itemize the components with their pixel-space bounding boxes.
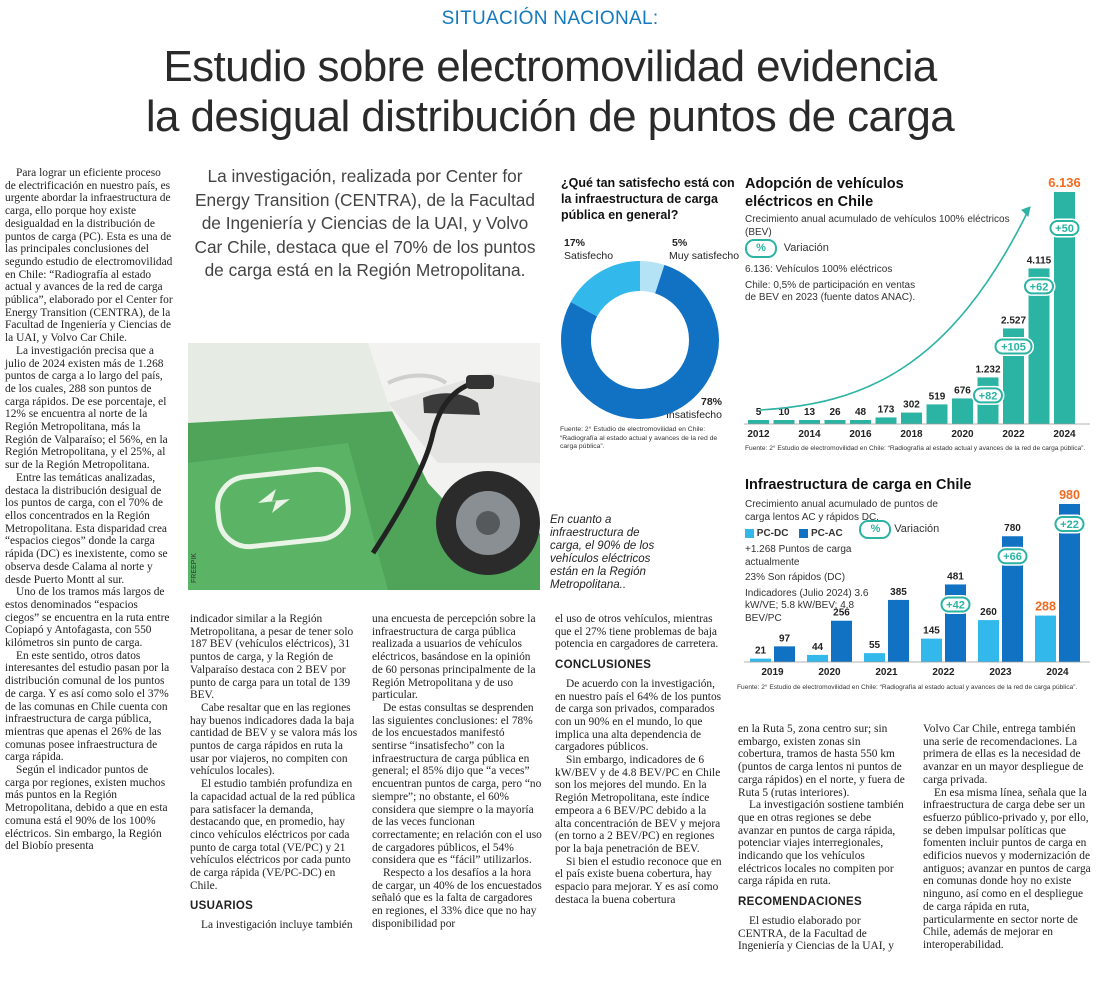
infra-note: +1.268 Puntos de carga actualmente — [745, 544, 852, 568]
infra-value-label: 97 — [778, 633, 791, 645]
infra-x-tick: 2022 — [932, 667, 955, 678]
legend-label-pc-ac: PC-AC — [811, 528, 843, 540]
bev-chart-title: Adopción de vehículos eléctricos en Chile — [745, 176, 904, 210]
infra-x-tick: 2024 — [1046, 667, 1069, 678]
headline-line-2: la desigual distribución de puntos de carga — [145, 92, 955, 141]
donut-category-insatisfecho: Insatisfecho — [665, 409, 722, 421]
donut-slice-satisfecho — [584, 276, 640, 309]
infra-note: 23% Son rápidos (DC) — [745, 572, 846, 583]
infra-value-label: 55 — [868, 640, 881, 652]
infra-value-label: 481 — [947, 571, 964, 583]
bev-chart-subtitle: Crecimiento anual acumulado de vehículos 100% eléctricos (BEV) — [745, 214, 1010, 238]
headline — [0, 42, 1100, 142]
paragraph: La investigación sostiene también que en otras regiones se debe avanzar en puntos de carga rápida, potenciar viajes interregionales, indicando que los vehículos eléctricos locales no compiten por carga rápida en ruta. — [738, 799, 904, 888]
donut-category-satisfecho: Satisfecho — [564, 250, 614, 262]
legend-label-variacion: Variación — [894, 523, 940, 536]
body-column-6 — [923, 723, 1093, 952]
bev-bar-2015 — [825, 420, 846, 424]
bev-x-tick: 2012 — [747, 429, 770, 440]
bev-value-label: 2.527 — [1000, 315, 1027, 327]
bev-bar-2013 — [774, 420, 795, 424]
bev-value-label: 302 — [903, 399, 920, 411]
bev-bar-2014 — [799, 420, 820, 424]
paragraph: el uso de otros vehículos, mientras que el 27% tiene problemas de baja potencia en cargadores de carretera. — [555, 613, 719, 651]
bev-x-tick: 2024 — [1053, 429, 1076, 440]
body-column-3 — [372, 613, 542, 931]
bev-x-tick: 2020 — [951, 429, 974, 440]
headline-line-1: Estudio sobre electromovilidad evidencia — [163, 42, 937, 91]
infra-note: Indicadores (Julio 2024) 3.6 kW/VE; 5.8 kW/BEV; 4.8 BEV/PC — [745, 587, 869, 624]
ev-charging-illustration — [188, 343, 540, 590]
donut-value-muy-satisfecho: 5% — [672, 237, 688, 249]
legend-label-variacion: Variación — [783, 242, 829, 255]
infra-bar-pc-dc-2024 — [1035, 616, 1056, 662]
infra-value-label: 980 — [1059, 488, 1080, 502]
bev-value-label: 676 — [954, 385, 971, 397]
infra-bar-pc-ac-2020 — [831, 621, 852, 662]
percent-legend-icon: % — [859, 520, 891, 539]
bev-value-label: 6.136 — [1048, 175, 1081, 190]
satisfaction-donut-chart — [560, 260, 720, 420]
paragraph: una encuesta de percepción sobre la infraestructura de carga pública realizada a usuarios de vehículos eléctricos, basándose en la opinión de 60 personas principalmente de la Región Metropolitana y de uso particular. — [372, 613, 536, 702]
bev-bar-2020 — [952, 398, 973, 424]
paragraph: De acuerdo con la investigación, en nuestro país el 64% de los puntos de carga son privados, comparados con un 90% en el mundo, lo que implica una alta dependencia de cargadores públicos. — [555, 677, 722, 754]
infra-x-tick: 2019 — [761, 667, 784, 678]
infra-chart-subtitle: Crecimiento anual acumulado de puntos de carga lentos AC y rápidos DC. — [745, 499, 938, 523]
infra-value-label: 385 — [890, 586, 907, 598]
infra-bar-pc-dc-2021 — [864, 653, 885, 662]
paragraph: Sin embargo, indicadores de 6 kW/BEV y de 4.8 BEV/PC en Chile son los mejores del mundo. En la Región Metropolitana, este índice empeora a 6 BEV/PC debido a la alta concentración de BEV y mejora (en torno a 2 BEV/PC) en regiones por la baja penetración de BEV. — [555, 754, 721, 855]
bev-value-label: 173 — [877, 404, 895, 416]
infra-bar-pc-dc-2019 — [750, 659, 771, 662]
body-column-5 — [738, 723, 908, 953]
satisfaction-chart-title: ¿Qué tan satisfecho está con la infraestructura de carga pública en general? — [561, 176, 735, 222]
subheading: RECOMENDACIONES — [738, 896, 862, 909]
infra-x-tick: 2021 — [875, 667, 898, 678]
paragraph: La investigación precisa que a julio de 2024 existen más de 1.268 puntos de carga a lo largo del país, de los cuales, 288 son puntos de carga rápidos. De ese porcentaje, el 12% se encuentra al norte de la Región Metropolitana, más la Región de Valparaíso; el 56%, en la Región Metropolitana, y el 25%, al sur de la Región Metropolitana. — [5, 344, 168, 472]
paragraph: De estas consultas se desprenden las siguientes conclusiones: el 78% de los encuestados manifestó sentirse “insatisfecho” con la infraestructura de carga pública en general; el 85% dijo que “a veces” encuentran puntos de carga, pero “no siempre”; no obstante, el 60% considera que siempre o la mayoría de las veces funcionan correctamente; en relación con el uso de cargadores públicos, el 54% considera que es “fácil” utilizarlos. — [372, 701, 542, 867]
donut-category-muy-satisfecho: Muy satisfecho — [669, 250, 740, 262]
paragraph: Volvo Car Chile, entrega también una serie de recomendaciones. La primera de ellas es la necesidad de avanzar en un mayor despliegue de carga privada. — [923, 723, 1084, 786]
paragraph: El estudio también profundiza en la capacidad actual de la red pública para satisfacer la demanda, destacando que, en promedio, hay cinco vehículos eléctricos por cada punto de carga total (VE/PC) y 21 vehículos eléctricos por cada punto de carga rápida (VE/PC-DC) en Chile. — [190, 778, 356, 892]
infra-value-label: 44 — [811, 641, 824, 653]
variation-label: +62 — [1029, 281, 1049, 294]
infra-value-label: 260 — [980, 607, 997, 619]
body-column-2 — [190, 613, 358, 932]
paragraph: En esa misma línea, señala que la infraestructura de carga debe ser un esfuerzo público-privado y, por ello, se deben impulsar políticas que fomenten incluir puntos de carga en edificios nuevos y modernización de antiguos; avanzar en puntos de carga en comunas donde hoy no existe ninguno, así como en el despliegue de carga rápida en ruta, particularmente en sector norte de Chile, además de mejorar en interoperabilidad. — [923, 786, 1091, 951]
paragraph: Entre las temáticas analizadas, destaca la distribución desigual de los puntos de carga, con el 70% de ellos concentrados en la Región Metropolitana. Esta disparidad crea “espacios ciegos” donde la carga rápida (DC) es inexistente, como se observa desde Calama al norte y desde Puerto Montt al sur. — [5, 471, 168, 586]
infra-value-label: 145 — [923, 625, 940, 637]
bev-note: Chile: 0,5% de participación en ventas de BEV en 2023 (fuente datos ANAC). — [745, 279, 916, 303]
photo-caption: En cuanto a infraestructura de carga, el 90% de los vehículos eléctricos están en la Región Metropolitana.. — [550, 514, 655, 591]
growth-arrow-head — [1022, 207, 1030, 216]
infra-bar-chart — [740, 482, 1096, 682]
body-column-4 — [555, 613, 723, 906]
infra-bar-pc-dc-2023 — [978, 620, 999, 662]
infra-value-label: 780 — [1004, 523, 1021, 535]
bev-value-label: 26 — [829, 407, 841, 418]
body-column-1 — [5, 167, 173, 853]
paragraph: en la Ruta 5, zona centro sur; sin embargo, existen zonas sin cobertura, tramos de hasta 550 km (puntos de carga lentos ni puntos de carga rápidos) en el norte, y fuera de Ruta 5 (rutas interiores). — [738, 723, 905, 799]
donut-source: Fuente: 2° Estudio de electromovilidad en Chile: “Radiografía al estado actual y avances de la red de carga pública”. — [560, 426, 718, 450]
infra-value-label: 256 — [833, 607, 850, 619]
paragraph: Según el indicador puntos de carga por regiones, existen muchos más puntos en la Región Metropolitana, debido a que en esta comuna está el 90% de los 100% eléctricos. Sin embargo, la Región del Biobío presenta — [5, 764, 168, 853]
paragraph: Cabe resaltar que en las regiones hay buenos indicadores dada la baja cantidad de BEV y se valora más los puntos de carga rápidos en ruta la usar por viajeros, no compiten con vehículos locales). — [190, 701, 358, 778]
bev-value-label: 5 — [755, 407, 762, 418]
infra-value-label: 21 — [754, 645, 767, 657]
bev-bar-2016 — [850, 420, 871, 424]
paragraph: Para lograr un eficiente proceso de electrificación en nuestro país, es urgente abordar la infraestructura de carga, ello porque hoy existe desigualdad en la distribución de puntos de carga (PC). Esta es una de las principales conclusiones del segundo estudio de electromovilidad en Chile: “Radiografía al estado actual y avances de la red de carga pública”, elaborado por el Center for Energy Transition (CENTRA), de la Facultad de Ingeniería y Ciencias de la UAI, y Volvo Car Chile. — [5, 167, 173, 345]
infra-source: Fuente: 2° Estudio de electromovilidad en Chile: “Radiografía al estado actual y avances de la red de carga pública”. — [737, 684, 1078, 691]
donut-value-insatisfecho: 78% — [700, 396, 722, 408]
bev-value-label: 48 — [854, 407, 867, 418]
bev-x-tick: 2022 — [1002, 429, 1025, 440]
bev-value-label: 1.232 — [975, 364, 1001, 376]
infra-bar-pc-dc-2022 — [921, 639, 942, 662]
photo-credit: FREEPIK — [191, 553, 198, 583]
infra-bar-pc-ac-2019 — [774, 646, 795, 662]
paragraph: indicador similar a la Región Metropolitana, a pesar de tener solo 187 BEV (vehículos eléctricos), 31 puntos de carga, y la Región de Valparaíso destaca con 2 BEV por punto de carga para un total de 139 BEV. — [190, 613, 354, 702]
subheading: CONCLUSIONES — [555, 659, 652, 672]
bev-value-label: 10 — [778, 407, 790, 418]
bev-bar-2012 — [748, 420, 769, 424]
paragraph: En este sentido, otros datos interesantes del estudio pasan por la distribución comunal de los puntos de carga. Y es así como solo el 37% de las comunas en Chile cuenta con infraestructura de carga pública, mientras que apenas el 26% de las comunas posee infraestructura de carga rápida. — [5, 649, 170, 764]
donut-slice-muy-satisfecho — [640, 276, 660, 279]
bev-bar-2019 — [927, 404, 948, 424]
bev-x-tick: 2014 — [798, 429, 821, 440]
section-kicker: SITUACIÓN NACIONAL: — [441, 8, 659, 29]
infra-bar-pc-dc-2020 — [807, 655, 828, 662]
infra-chart-title: Infraestructura de carga en Chile — [745, 477, 972, 493]
infra-bar-pc-ac-2021 — [888, 600, 909, 662]
legend-label-pc-dc: PC-DC — [756, 528, 789, 540]
variation-label: +22 — [1060, 519, 1079, 531]
bev-value-label: 519 — [928, 391, 946, 403]
lead-paragraph: La investigación, realizada por Center for Energy Transition (CENTRA), de la Facultad de Ingeniería y Ciencias de la UAI, y Volvo Car Chile, destaca que el 70% de los puntos de carga está en la Región Metropolitana. — [194, 166, 536, 280]
variation-label: +50 — [1055, 223, 1074, 235]
bev-value-label: 4.115 — [1026, 255, 1052, 267]
variation-label: +42 — [946, 599, 965, 612]
infra-value-label: 288 — [1035, 599, 1056, 614]
bev-bar-2017 — [876, 417, 897, 424]
article-photo — [188, 343, 540, 590]
paragraph: Uno de los tramos más largos de estos denominados “espacios ciegos” se encuentra en la ruta entre Copiapó y Antofagasta, con 550 kilómetros sin punto de carga. — [5, 586, 170, 650]
bev-bar-2018 — [901, 413, 922, 424]
variation-label: +82 — [978, 390, 998, 403]
paragraph: La investigación incluye también — [201, 919, 353, 932]
variation-label: +105 — [1001, 341, 1026, 354]
infra-x-tick: 2023 — [989, 667, 1012, 678]
infra-x-tick: 2020 — [818, 667, 841, 678]
paragraph: Si bien el estudio reconoce que en el país existe buena cobertura, hay espacio para mejorar. Y es así como destaca la buena cobertura — [555, 855, 722, 906]
bev-value-label: 13 — [803, 407, 816, 418]
percent-legend-icon: % — [745, 239, 777, 258]
paragraph: Respecto a los desafíos a la hora de cargar, un 40% de los encuestados señaló que es la falta de cargadores en regiones, el 33% dice que no hay disponibilidad por — [372, 867, 542, 930]
bev-bar-chart — [740, 172, 1096, 444]
variation-label: +66 — [1003, 551, 1022, 564]
bev-source: Fuente: 2° Estudio de electromovilidad en Chile: “Radiografía al estado actual y avances de la red de carga pública”. — [745, 445, 1086, 452]
bev-x-tick: 2016 — [849, 429, 872, 440]
subheading: USUARIOS — [190, 900, 254, 913]
donut-value-satisfecho: 17% — [564, 237, 586, 249]
paragraph: El estudio elaborado por CENTRA, de la Facultad de Ingeniería y Ciencias de la UAI, y — [738, 914, 894, 953]
bev-note: 6.136: Vehículos 100% eléctricos — [745, 264, 893, 275]
bev-x-tick: 2018 — [900, 429, 923, 440]
